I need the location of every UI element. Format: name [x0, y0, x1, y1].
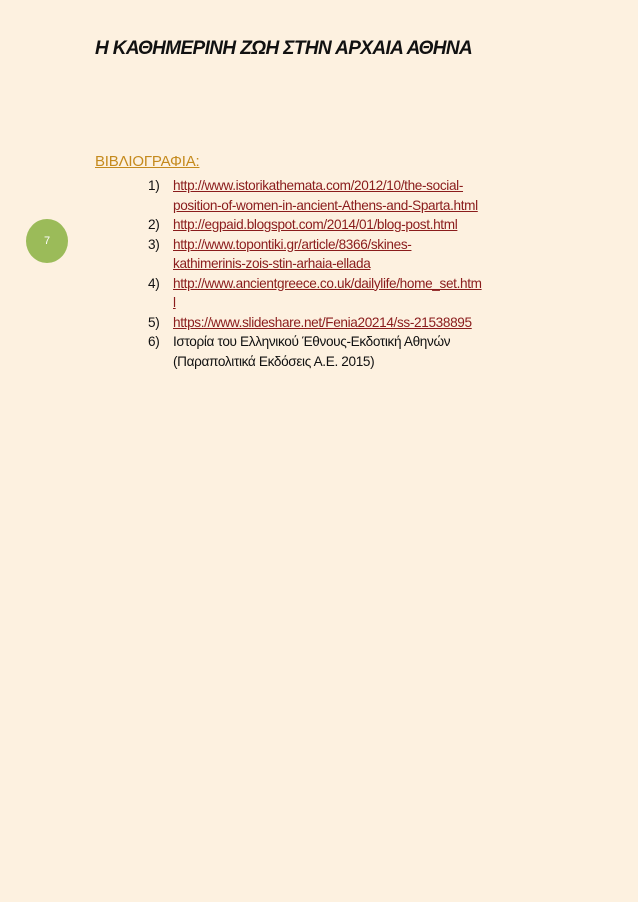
bibliography-list [148, 176, 548, 371]
item-number: 3) [148, 236, 160, 252]
item-number: 1) [148, 178, 160, 193]
bibliography-item [148, 235, 548, 274]
reference-link[interactable] [173, 176, 548, 215]
bibliography-heading: ΒΙΒΛΙΟΓΡΑΦΙΑ: [95, 153, 200, 170]
bibliography-item [148, 274, 548, 313]
reference-link[interactable] [173, 235, 548, 274]
bibliography-item [148, 176, 548, 215]
reference-link[interactable] [173, 215, 548, 235]
bibliography-item [148, 215, 548, 235]
reference-line: Ιστορία του Ελληνικού Έθνους-Εκδοτική Αθηνών [173, 334, 451, 349]
page-title: Η ΚΑΘΗΜΕΡΙΝΗ ΖΩΗ ΣΤΗΝ ΑΡΧΑΙΑ ΑΘΗΝΑ [95, 38, 473, 59]
item-number: 5) [148, 314, 160, 330]
item-number: 2) [148, 217, 160, 232]
reference-link[interactable] [173, 274, 548, 313]
item-number: 4) [148, 275, 160, 291]
reference-text [173, 332, 548, 371]
reference-link[interactable] [173, 313, 548, 333]
link-line[interactable]: l [173, 295, 176, 310]
bibliography-item [148, 313, 548, 333]
link-line[interactable]: http://www.ancientgreece.co.uk/dailylife/home_set.htm [173, 275, 482, 291]
link-line[interactable]: http://www.istorikathemata.com/2012/10/the-social- [173, 178, 464, 193]
link-line[interactable]: http://egpaid.blogspot.com/2014/01/blog-post.html [173, 217, 458, 232]
page-number-badge: 7 [26, 219, 68, 263]
bibliography-item [148, 332, 548, 371]
link-line[interactable]: position-of-women-in-ancient-Athens-and-Sparta.html [173, 197, 478, 213]
link-line[interactable]: http://www.topontiki.gr/article/8366/skines- [173, 236, 412, 252]
reference-line: (Παραπολιτικά Εκδόσεις Α.Ε. 2015) [173, 353, 375, 369]
link-line[interactable]: https://www.slideshare.net/Fenia20214/ss-21538895 [173, 314, 472, 330]
item-number: 6) [148, 334, 160, 349]
link-line[interactable]: kathimerinis-zois-stin-arhaia-ellada [173, 256, 371, 271]
